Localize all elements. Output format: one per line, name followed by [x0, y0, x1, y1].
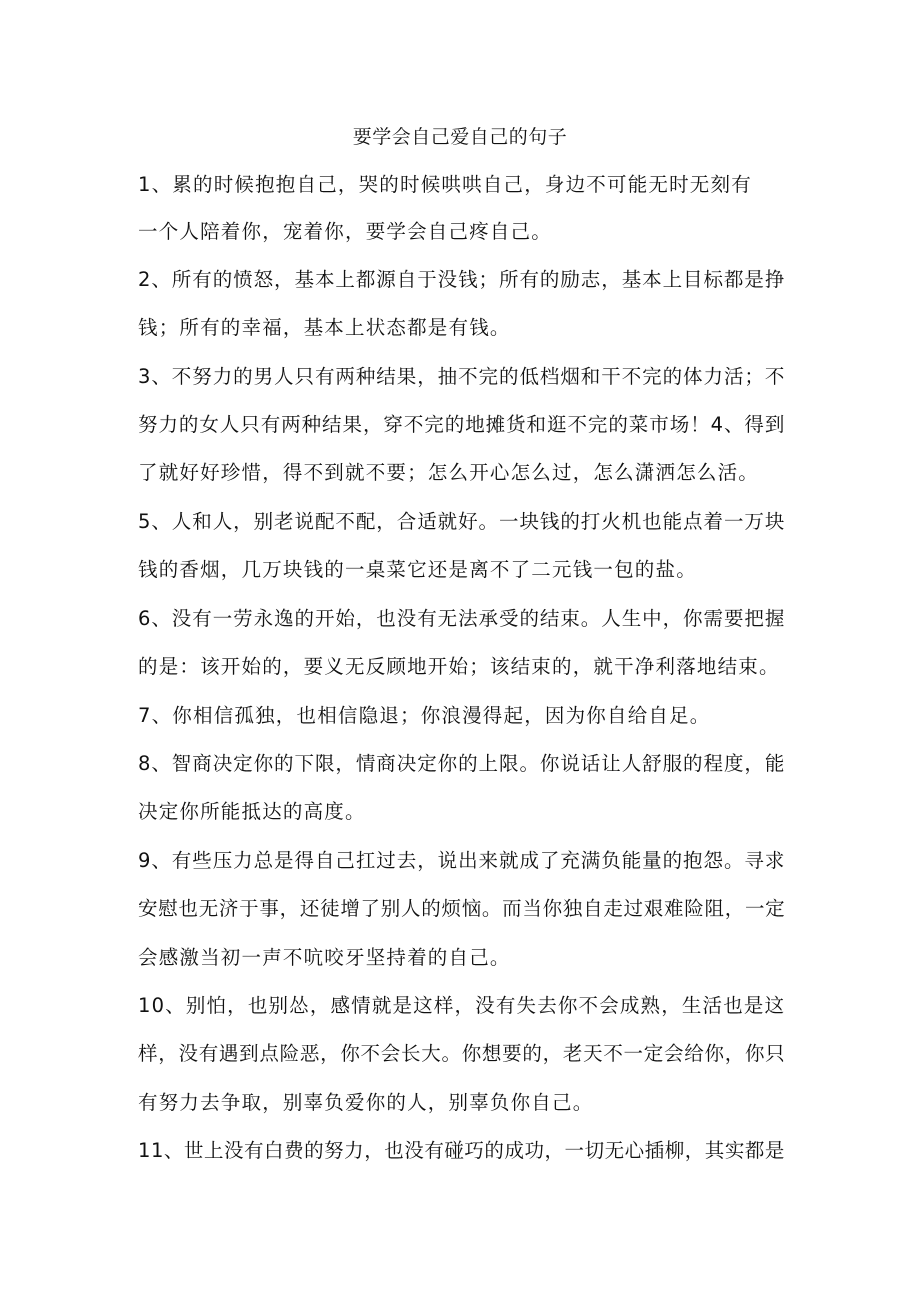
text-line-7: 了就好好珍惜，得不到就不要；怎么开心怎么过，怎么潇洒怎么活。 [138, 461, 760, 484]
text-line-19: 样，没有遇到点险恶，你不会长大。你想要的，老天不一定会给你，你只 [138, 1042, 786, 1065]
text-line-18: 10、别怕，也别怂，感情就是这样，没有失去你不会成熟，生活也是这 [138, 994, 786, 1017]
text-line-16: 安慰也无济于事，还徒增了别人的烦恼。而当你独自走过艰难险阻，一定 [138, 897, 786, 920]
text-line-9: 钱的香烟，几万块钱的一桌菜它还是离不了二元钱一包的盐。 [138, 558, 697, 581]
text-line-20: 有努力去争取，别辜负爱你的人，别辜负你自己。 [138, 1091, 594, 1114]
text-line-15: 9、有些压力总是得自己扛过去，说出来就成了充满负能量的抱怨。寻求 [138, 849, 786, 872]
text-line-21: 11、世上没有白费的努力，也没有碰巧的成功，一切无心插柳，其实都是 [138, 1139, 785, 1162]
text-line-5: 3、不努力的男人只有两种结果，抽不完的低档烟和干不完的体力活；不 [138, 365, 786, 388]
text-line-17: 会感激当初一声不吭咬牙坚持着的自己。 [138, 946, 511, 969]
text-line-1: 1、累的时候抱抱自己，哭的时候哄哄自己，身边不可能无时无刻有 [138, 173, 752, 196]
document-title: 要学会自己爱自己的句子 [352, 126, 568, 148]
text-line-13: 8、智商决定你的下限，情商决定你的上限。你说话让人舒服的程度，能 [138, 752, 786, 775]
text-line-12: 7、你相信孤独，也相信隐退；你浪漫得起，因为你自给自足。 [138, 704, 711, 727]
text-line-10: 6、没有一劳永逸的开始，也没有无法承受的结束。人生中，你需要把握 [138, 607, 786, 630]
text-line-4: 钱；所有的幸福，基本上状态都是有钱。 [138, 316, 511, 339]
text-line-11: 的是：该开始的，要义无反顾地开始；该结束的，就干净利落地结束。 [138, 655, 780, 678]
text-line-6: 努力的女人只有两种结果，穿不完的地摊货和逛不完的菜市场！4、得到 [138, 413, 786, 436]
text-line-3: 2、所有的愤怒，基本上都源自于没钱；所有的励志，基本上目标都是挣 [138, 268, 786, 291]
text-line-14: 决定你所能抵达的高度。 [138, 800, 366, 823]
text-line-8: 5、人和人，别老说配不配，合适就好。一块钱的打火机也能点着一万块 [138, 510, 786, 533]
text-line-2: 一个人陪着你，宠着你，要学会自己疼自己。 [138, 220, 553, 243]
